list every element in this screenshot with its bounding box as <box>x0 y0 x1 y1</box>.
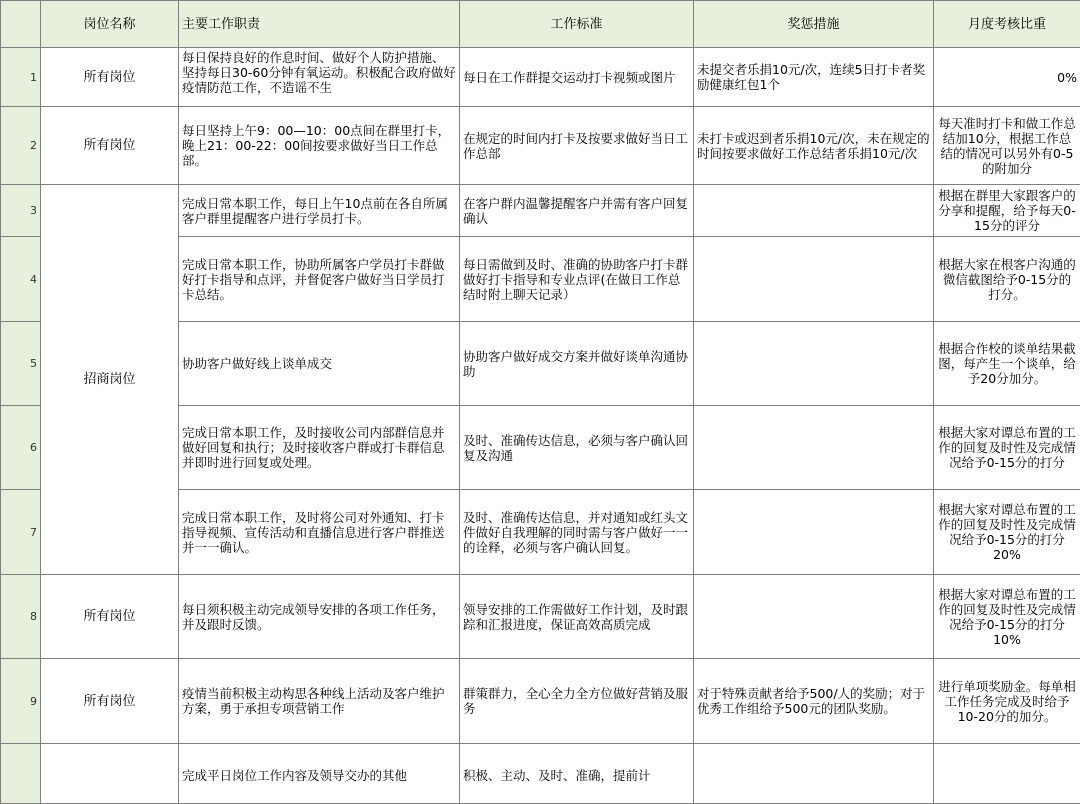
cell-duty[interactable]: 每日坚持上午9：00—10：00点间在群里打卡，晚上21：00-22：00间按要求做好当日工作总部。 <box>179 107 460 185</box>
cell-duty[interactable]: 疫情当前积极主动构思各种线上活动及客户维护方案，勇于承担专项营销工作 <box>179 659 460 744</box>
cell-weight[interactable]: 根据合作校的谈单结果截图，每产生一个谈单，给予20分加分。 <box>934 322 1080 406</box>
header-duty[interactable]: 主要工作职责 <box>179 1 460 48</box>
cell-weight[interactable]: 根据大家对谭总布置的工作的回复及时性及完成情况给予0-15分的打分20% <box>934 490 1080 575</box>
cell-standard[interactable]: 在规定的时间内打卡及按要求做好当日工作总部 <box>460 107 694 185</box>
cell-duty[interactable] <box>179 48 460 107</box>
header-reward[interactable]: 奖惩措施 <box>694 1 934 48</box>
cell-reward[interactable] <box>694 185 934 237</box>
cell-weight[interactable]: 每天准时打卡和做工作总结加10分，根据工作总结的情况可以另外有0-5的附加分 <box>934 107 1080 185</box>
cell-reward[interactable] <box>694 406 934 490</box>
cell-reward[interactable]: 未提交者乐捐10元/次，连续5日打卡者奖励健康红包1个 <box>694 48 934 107</box>
cell-standard[interactable]: 领导安排的工作需做好工作计划，及时跟踪和汇报进度，保证高效高质完成 <box>460 575 694 659</box>
table-row <box>1 185 1080 237</box>
table-row <box>1 575 1080 659</box>
cell-weight[interactable] <box>934 744 1080 804</box>
row-number[interactable]: 2 <box>1 107 41 185</box>
cell-standard[interactable]: 在客户群内温馨提醒客户并需有客户回复确认 <box>460 185 694 237</box>
cell-standard[interactable]: 协助客户做好成交方案并做好谈单沟通协助 <box>460 322 694 406</box>
cell-reward[interactable] <box>694 237 934 322</box>
cell-duty[interactable]: 完成日常本职工作，每日上午10点前在各自所属客户群里提醒客户进行学员打卡。 <box>179 185 460 237</box>
cell-weight[interactable]: 0% <box>934 48 1080 107</box>
cell-duty[interactable]: 完成日常本职工作，协助所属客户学员打卡群做好打卡指导和点评，并督促客户做好当日学员打卡总结。 <box>179 237 460 322</box>
cell-duty[interactable]: 协助客户做好线上谈单成交 <box>179 322 460 406</box>
cell-post-merged[interactable]: 招商岗位 <box>41 185 179 575</box>
table-row <box>1 659 1080 744</box>
cell-post[interactable]: 所有岗位 <box>41 575 179 659</box>
cell-weight[interactable]: 进行单项奖励金。每单相工作任务完成及时给予10-20分的加分。 <box>934 659 1080 744</box>
cell-duty[interactable]: 每日须积极主动完成领导安排的各项工作任务，并及跟时反馈。 <box>179 575 460 659</box>
cell-duty[interactable]: 完成平日岗位工作内容及领导交办的其他 <box>179 744 460 804</box>
row-number[interactable]: 5 <box>1 322 41 406</box>
cell-post[interactable]: 所有岗位 <box>41 107 179 185</box>
header-standard[interactable]: 工作标准 <box>460 1 694 48</box>
cell-reward[interactable]: 对于特殊贡献者给予500/人的奖励；对于优秀工作组给予500元的团队奖励。 <box>694 659 934 744</box>
cell-post[interactable]: 所有岗位 <box>41 48 179 107</box>
cell-standard[interactable]: 及时、准确传达信息，并对通知或红头文件做好自我理解的同时需与客户做好一一的诠释，必须与客户确认回复。 <box>460 490 694 575</box>
header-row <box>1 1 1080 48</box>
row-number[interactable]: 4 <box>1 237 41 322</box>
cell-weight[interactable]: 根据大家在根客户沟通的微信截图给予0-15分的打分。 <box>934 237 1080 322</box>
table-row <box>1 744 1080 804</box>
cell-duty-text: 每日保持良好的作息时间、做好个人防护措施、坚持每日30-60分钟有氧运动。积极配合政府做好疫情防范工作，不造谣不生 <box>182 50 456 104</box>
corner-cell[interactable] <box>1 1 41 48</box>
cell-duty[interactable]: 完成日常本职工作，及时将公司对外通知、打卡指导视频、宣传活动和直播信息进行客户群推送并一一确认。 <box>179 490 460 575</box>
cell-weight[interactable]: 根据在群里大家跟客户的分享和提醒，给予每天0-15分的评分 <box>934 185 1080 237</box>
cell-weight[interactable]: 根据大家对谭总布置的工作的回复及时性及完成情况给予0-15分的打分10% <box>934 575 1080 659</box>
row-number[interactable]: 6 <box>1 406 41 490</box>
table-row <box>1 48 1080 107</box>
header-post[interactable]: 岗位名称 <box>41 1 179 48</box>
cell-reward[interactable] <box>694 490 934 575</box>
row-number[interactable] <box>1 744 41 804</box>
row-number[interactable]: 7 <box>1 490 41 575</box>
cell-reward[interactable] <box>694 575 934 659</box>
cell-standard[interactable]: 群策群力，全心全力全方位做好营销及服务 <box>460 659 694 744</box>
row-number[interactable]: 3 <box>1 185 41 237</box>
table-row <box>1 107 1080 185</box>
cell-reward[interactable] <box>694 322 934 406</box>
cell-standard[interactable]: 每日需做到及时、准确的协助客户打卡群做好打卡指导和专业点评(在做日工作总结时附上聊天记录） <box>460 237 694 322</box>
cell-standard[interactable]: 每日在工作群提交运动打卡视频或图片 <box>460 48 694 107</box>
cell-post[interactable]: 所有岗位 <box>41 659 179 744</box>
header-weight[interactable]: 月度考核比重 <box>934 1 1080 48</box>
cell-reward[interactable] <box>694 744 934 804</box>
cell-weight[interactable]: 根据大家对谭总布置的工作的回复及时性及完成情况给予0-15分的打分 <box>934 406 1080 490</box>
cell-reward[interactable]: 未打卡或迟到者乐捐10元/次，未在规定的时间按要求做好工作总结者乐捐10元/次 <box>694 107 934 185</box>
cell-standard[interactable]: 及时、准确传达信息，必须与客户确认回复及沟通 <box>460 406 694 490</box>
cell-post[interactable] <box>41 744 179 804</box>
cell-duty[interactable]: 完成日常本职工作，及时接收公司内部群信息并做好回复和执行；及时接收客户群或打卡群信息并即时进行回复或处理。 <box>179 406 460 490</box>
row-number[interactable]: 9 <box>1 659 41 744</box>
row-number[interactable]: 1 <box>1 48 41 107</box>
cell-standard[interactable]: 积极、主动、及时、准确，提前计 <box>460 744 694 804</box>
row-number[interactable]: 8 <box>1 575 41 659</box>
